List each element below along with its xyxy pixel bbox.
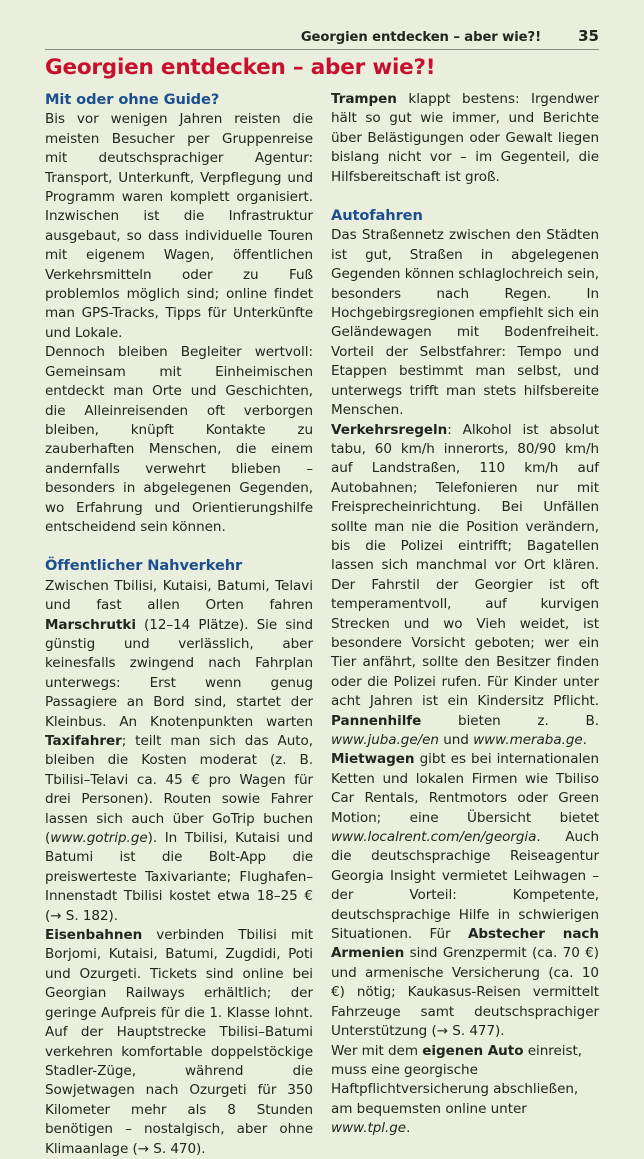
term-abstecher-armenien: Abstecher nach Armenien [331, 926, 599, 962]
text-run: (12–14 Plätze). Sie sind günstig und verlässlich, aber keinesfalls zwingend nach Fahrplan unterwegs: Erst wenn genug Passagiere an Bord sind, startet der Kleinbus. An Knotenpunkten warten [45, 616, 313, 730]
url-juba: www.juba.ge/en [331, 732, 439, 748]
paragraph-guide-value [45, 343, 313, 537]
page-title: Georgien entdecken – aber wie?! [45, 55, 436, 80]
term-eigenes-auto: eigenen Auto [422, 1042, 524, 1059]
text-run: und [438, 732, 474, 748]
term-pannenhilfe: Pannenhilfe [331, 712, 422, 729]
paragraph-mietwagen [331, 750, 599, 1041]
url-gotrip: www.gotrip.ge [50, 830, 148, 847]
left-column [45, 90, 313, 1157]
section-heading-oeffentlicher-nahverkehr: Öffentlicher Nahverkehr [45, 557, 243, 575]
url-meraba: www.meraba.ge [473, 732, 583, 748]
text-run: klappt bestens: Irgendwer hält so gut wie immer, und Berichte über Belästigungen oder Gewalt liegen bislang nicht vor – im Gegenteil, die Hilfsbereitschaft ist groß. [331, 91, 599, 185]
url-localrent: www.localrent.com/en/georgia [331, 829, 537, 846]
two-column-text-body [45, 90, 599, 1157]
text-run: sind Grenzpermit (ca. 70 €) und armenische Versicherung (ca. 10 €) nötig; Kaukasus-Reisen vermittelt Fahrzeuge samt deutschsprachiger Unterstützung (→ S. 477). [331, 945, 599, 1040]
text-run: einreist, muss eine georgische Haftpflichtversicherung abschließen, am bequemsten online unter [331, 1042, 583, 1117]
text-run: . Auch die deutschsprachige Reiseagentur Georgia Insight vermietet Leihwagen – der Vorteil: Kompetente, deutschsprachige Hilfe in schwierigen Situationen. Für [331, 829, 599, 943]
text-run: Bis vor wenigen Jahren reisten die meisten Besucher per Gruppenreise mit deutschsprachiger Agentur: Transport, Unterkunft, Verpflegung und Programm waren komplett organisiert. Inzwischen ist die Infrastruktur ausgebaut, so dass individuelle Touren mit eigenem Wagen, öffentlichen Verkehrsmitteln oder zu Fuß problemlos möglich sind; online findet man GPS-Tracks, Tipps für Unterkünfte und Lokale. [45, 111, 313, 341]
text-run: Dennoch bleiben Begleiter wertvoll: Gemeinsam mit Einheimischen entdeckt man Orte und Geschichten, die Alleinreisenden oft verborgen bleiben, knüpft Kontakte zu zauberhaften Menschen, die einem andernfalls verwehrt blieben – besonders in abgelegenen Gegenden, wo Erfahrung und Orientierungshilfe entscheidend sein können. [45, 344, 313, 535]
text-run: . [582, 732, 587, 748]
text-run: bieten z. B. [421, 712, 599, 729]
paragraph-eigenes-auto [331, 1042, 599, 1139]
running-head-title: Georgien entdecken – aber wie?! [300, 30, 541, 45]
term-eisenbahnen: Eisenbahnen [45, 927, 143, 944]
term-taxifahrer: Taxifahrer [45, 733, 122, 749]
text-run: ; teilt man sich das Auto, bleiben die Kosten moderat (z. B. Tbilisi–Telavi ca. 45 € pro Wagen für drei Personen). Routen sowie Fahrer lassen sich auch über GoTrip buchen ( [45, 733, 313, 847]
page-number: 35 [578, 27, 599, 45]
right-column [331, 90, 599, 1137]
paragraph-strassennetz [331, 226, 599, 420]
text-run: : Alkohol ist absolut tabu, 60 km/h innerorts, 80/90 km/h auf Landstraßen, 110 km/h auf Autobahnen; Telefonieren nur mit Freisprecheinrichtung. Bei Unfällen sollte man nie die Position verändern, bis die Polizei eintrifft; Bagatellen lassen sich manchmal vor Ort klären. Der Fahrstil der Georgier ist oft temperamentvoll, auf kurvigen Strecken und wo Vieh weidet, ist besondere Vorsicht geboten; wer ein Tier anfährt, sollte den Besitzer finden oder die Polizei rufen. Für Kinder unter acht Jahren ist ein Kindersitz Pflicht. [331, 421, 599, 710]
text-run: Wer mit dem [331, 1042, 423, 1059]
term-mietwagen: Mietwagen [331, 751, 415, 768]
paragraph-verkehrsregeln [331, 421, 599, 751]
text-run: Zwischen Tbilisi, Kutaisi, Batumi, Telavi und fast allen Orten fahren [45, 577, 313, 614]
text-run: Das Straßennetz zwischen den Städten ist gut, Straßen in abgelegenen Gegenden können schlaglochreich sein, besonders nach Regen. In Hochgebirgsregionen empfiehlt sich ein Geländewagen mit Bodenfreiheit. Vorteil der Selbstfahrer: Tempo und Etappen bestimmt man selbst, und unterwegs trifft man stets hilfsbereite Menschen. [331, 227, 599, 419]
paragraph-marschrutki [45, 577, 313, 926]
section-heading-mit-oder-ohne-guide: Mit oder ohne Guide? [45, 91, 220, 108]
url-tpl: www.tpl.ge [331, 1120, 407, 1137]
text-run: ). In Tbilisi, Kutaisi und Batumi ist die Bolt-App die preiswerteste Taxivariante; Flughafen–Innenstadt Tbilisi kostet etwa 18–25 € (→ S. 182). [45, 830, 313, 924]
section-heading-autofahren: Autofahren [331, 207, 423, 225]
text-run: verbinden Tbilisi mit Borjomi, Kutaisi, Batumi, Zugdidi, Poti und Ozurgeti. Tickets sind online bei Georgian Railways erhältlich; der geringe Aufpreis für die 1. Klasse lohnt. Auf der Hauptstrecke Tbilisi–Batumi verkehren komfortable doppelstöckige Stadler-Züge, während die Sowjetwagen nach Ozurgeti für 350 Kilometer mehr als 8 Stunden benötigen – nostalgisch, aber ohne Klimaanlage (→ S. 470). [45, 927, 313, 1157]
running-head [45, 27, 599, 50]
term-marschrutki: Marschrutki [45, 616, 136, 633]
paragraph-guide-intro [45, 110, 313, 343]
term-trampen: Trampen [331, 91, 397, 107]
text-run: . [406, 1120, 411, 1137]
term-verkehrsregeln: Verkehrsregeln [331, 421, 448, 438]
paragraph-eisenbahnen [45, 926, 313, 1159]
paragraph-trampen [331, 90, 599, 187]
text-run: gibt es bei internationalen Ketten und lokalen Firmen wie Tbiliso Car Rentals, Rentmotors oder Green Motion; eine Übersicht bietet [331, 751, 599, 826]
